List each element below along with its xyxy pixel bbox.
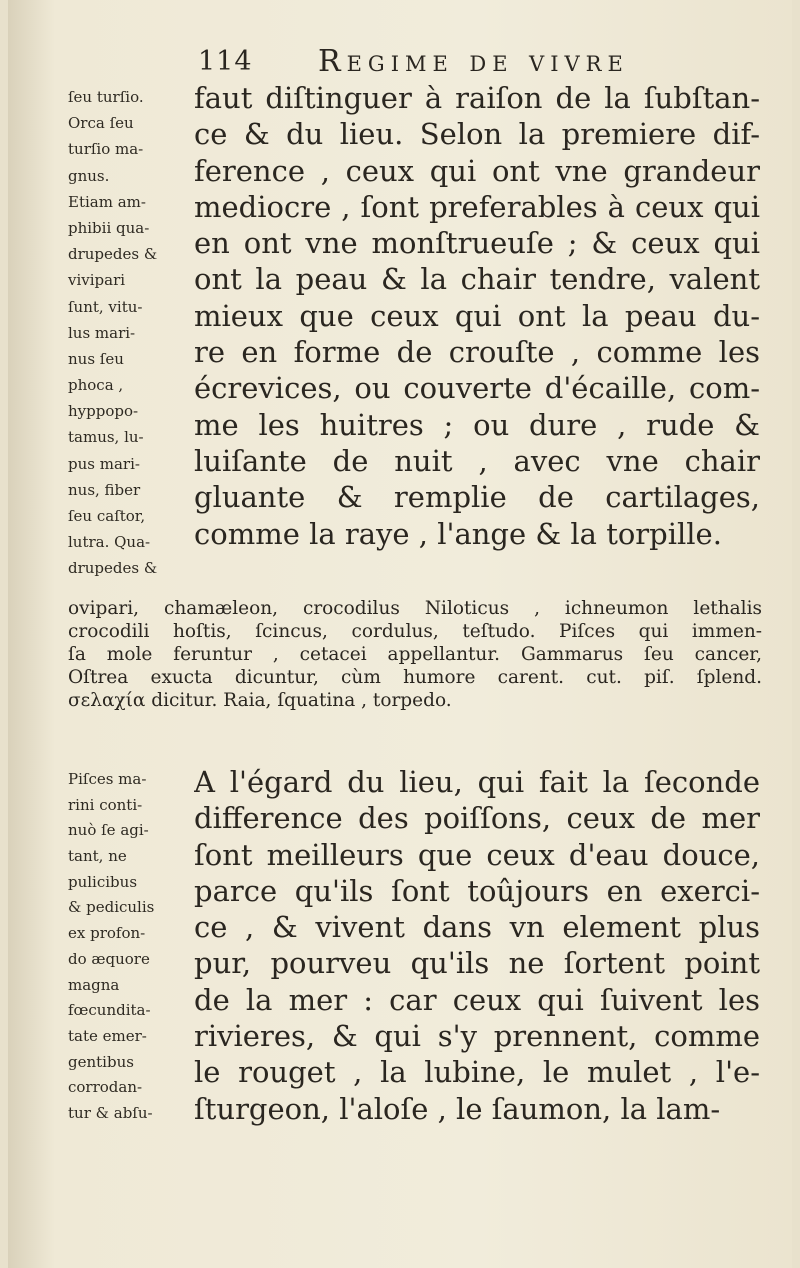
- text-line: ference , ceux qui ont vne grandeur: [194, 153, 760, 188]
- margin-note-line: tur & abſu-: [68, 1103, 153, 1122]
- margin-note-line: & pediculis: [68, 898, 155, 917]
- note-line: crocodili hoſtis, ſcincus, cordulus, teſtudo. Piſces qui immen-: [68, 621, 762, 642]
- text-line: de la mer : car ceux qui ſuivent les: [194, 982, 760, 1017]
- text-line: difference des poiſſons, ceux de mer: [194, 801, 760, 836]
- margin-note-line: pus mari-: [68, 454, 140, 473]
- margin-note-line: drupedes &: [68, 245, 158, 264]
- running-title: Regime de vivre: [318, 44, 629, 79]
- note-line: ſa mole feruntur , cetacei appellantur. Gammarus ſeu cancer,: [68, 644, 762, 665]
- margin-note-line: nus ſeu: [68, 349, 124, 368]
- margin-note-line: nuò ſe agi-: [68, 821, 149, 840]
- text-line: rivieres, & qui s'y prennent, comme: [194, 1019, 760, 1054]
- margin-note-line: pulicibus: [68, 872, 138, 891]
- margin-note-line: phibii qua-: [68, 218, 150, 237]
- margin-note-line: Orca ſeu: [68, 114, 134, 133]
- margin-notes-bottom: [68, 770, 188, 1130]
- margin-note-line: rini conti-: [68, 795, 143, 814]
- text-line: gluante & remplie de cartilages,: [194, 480, 760, 515]
- text-line: ont la peau & la chair tendre, valent: [194, 262, 760, 297]
- margin-note-line: tant, ne: [68, 847, 127, 866]
- margin-note-line: ſunt, vitu-: [68, 297, 143, 316]
- running-header: [198, 44, 758, 84]
- margin-note-line: Piſces ma-: [68, 770, 147, 788]
- text-line: parce qu'ils ſont toûjours en exerci-: [194, 873, 760, 908]
- note-line: ovipari, chamæleon, crocodilus Niloticus , ichneumon lethalis: [68, 598, 762, 619]
- text-line: re en forme de crouſte , comme les: [194, 335, 760, 370]
- margin-note-line: turſio ma-: [68, 140, 144, 159]
- text-line: pur, pourveu qu'ils ne ſortent point: [194, 946, 760, 981]
- margin-note-continuation: [68, 597, 762, 712]
- text-line: ſturgeon, l'aloſe , le ſaumon, la lam-: [194, 1091, 721, 1126]
- note-line: Oſtrea exucta dicuntur, cùm humore carent. cut. piſ. ſplend.: [68, 667, 762, 688]
- margin-note-line: ſeu turſio.: [68, 88, 144, 106]
- margin-note-line: ex profon-: [68, 924, 146, 943]
- main-text-bottom: [194, 764, 760, 1127]
- book-page: [8, 0, 792, 1268]
- text-line: ce , & vivent dans vn element plus: [194, 910, 760, 945]
- margin-note-line: lus mari-: [68, 323, 136, 342]
- note-line: σελαχία dicitur. Raia, ſquatina , torpedo.: [68, 690, 452, 711]
- text-line: le rouget , la lubine, le mulet , l'e-: [194, 1055, 760, 1090]
- text-line: faut diſtinguer à raiſon de la ſubſtan-: [194, 81, 760, 115]
- margin-note-line: gnus.: [68, 166, 110, 185]
- text-line: ce & du lieu. Selon la premiere dif-: [194, 117, 760, 152]
- text-line: ſont meilleurs que ceux d'eau douce,: [194, 837, 760, 872]
- text-line: A l'égard du lieu, qui fait la ſeconde: [194, 765, 760, 799]
- margin-note-line: magna: [68, 975, 120, 994]
- margin-note-line: ſeu caſtor,: [68, 507, 146, 525]
- text-line: écrevices, ou couverte d'écaille, com-: [194, 371, 760, 406]
- margin-note-line: tate emer-: [68, 1026, 147, 1045]
- margin-note-line: nus, fiber: [68, 480, 141, 499]
- text-line: en ont vne monſtrueuſe ; & ceux qui: [194, 226, 760, 261]
- margin-note-line: corrodan-: [68, 1078, 143, 1097]
- margin-note-line: lutra. Qua-: [68, 533, 151, 552]
- margin-note-line: gentibus: [68, 1052, 134, 1071]
- margin-note-line: tamus, lu-: [68, 428, 144, 447]
- margin-note-line: vivipari: [68, 271, 126, 290]
- margin-note-line: Etiam am-: [68, 192, 146, 211]
- margin-note-line: phoca ,: [68, 376, 124, 395]
- page-number: 114: [198, 46, 253, 77]
- text-line: luiſante de nuit , avec vne chair: [194, 443, 760, 478]
- margin-note-line: drupedes &: [68, 559, 158, 578]
- text-line: mediocre , ſont preferables à ceux qui: [194, 189, 760, 224]
- text-line: me les huitres ; ou dure , rude &: [194, 407, 760, 442]
- main-text-top: [194, 80, 760, 552]
- text-line: comme la raye , l'ange & la torpille.: [194, 516, 722, 551]
- margin-notes-top: [68, 88, 188, 586]
- margin-note-line: hyppopo-: [68, 402, 139, 421]
- text-line: mieux que ceux qui ont la peau du-: [194, 298, 760, 333]
- margin-note-line: fœcundita-: [68, 1001, 151, 1020]
- margin-note-line: do æquore: [68, 949, 150, 968]
